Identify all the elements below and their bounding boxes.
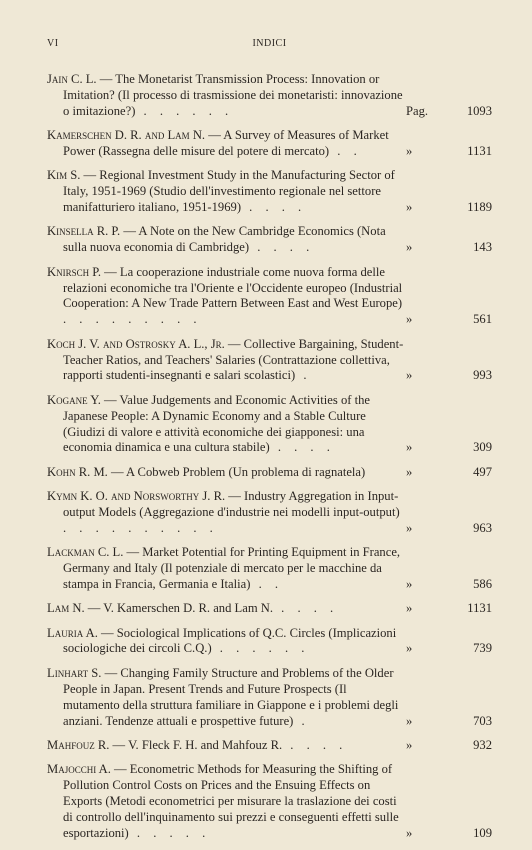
- entry-author: Lauria A.: [47, 625, 98, 640]
- dot-leader: .: [293, 713, 310, 728]
- page-label: »: [406, 368, 413, 383]
- entry-author: Jain C. L.: [47, 72, 97, 86]
- index-entry: [47, 337, 492, 385]
- dot-leader: . . . . . . . . .: [63, 312, 202, 327]
- entry-title: — Collective Bargaining, Student-Teacher Ratios, and Teachers' Salaries (Contrattazione collettiva, rapporti studenti-insegnanti e salari scolastici): [63, 336, 404, 383]
- index-entry: [47, 762, 492, 842]
- page-ref: 1131: [467, 144, 492, 159]
- entry-author: Lackman C. L.: [47, 545, 124, 560]
- page-label: »: [406, 601, 413, 616]
- page-label: »: [406, 200, 413, 215]
- dot-leader: . . . .: [269, 440, 335, 455]
- entry-title: — Value Judgements and Economic Activities of the Japanese People: A Dynamic Economy and a Stable Culture (Giudizi di valore e attività economiche dei giapponesi: una economia dinamica e una cultura stabile): [63, 392, 370, 455]
- entry-title: — Changing Family Structure and Problems of the Older People in Japan. Present Trends and Future Prospects (Il mutamento della struttura familiare in Giappone e i problemi degli anziani. Tendenze attuali e prospettive future): [63, 665, 399, 728]
- page-ref: 1189: [467, 200, 492, 215]
- dot-leader: . . . . . .: [211, 641, 310, 656]
- entry-author: Knirsch P.: [47, 264, 102, 279]
- index-entry: [47, 393, 492, 457]
- dot-leader: .: [295, 368, 312, 383]
- entry-author: Kohn R. M.: [47, 464, 108, 479]
- entry-title: — V. Kamerschen D. R. and Lam N.: [84, 601, 274, 616]
- dot-leader: . .: [250, 576, 284, 591]
- page-label: »: [406, 713, 413, 728]
- page-label: Pag.: [406, 103, 429, 118]
- entry-author: Kinsella R. P.: [47, 224, 121, 239]
- entry-title: — The Monetarist Transmission Process: Innovation or Imitation? (Il processo di trasmissione dei monetaristi: innovazione o imitazione?): [63, 72, 403, 118]
- index-entry: [47, 666, 492, 730]
- dot-leader: . . . .: [282, 737, 348, 752]
- entry-author: Kamerschen D. R. and Lam N.: [47, 128, 206, 143]
- entry-title: — A Survey of Measures of Market Power (Rassegna delle misure del potere di mercato): [63, 128, 389, 159]
- entry-title: — V. Fleck F. H. and Mahfouz R.: [109, 737, 283, 752]
- page-label: »: [406, 464, 413, 479]
- entry-author: Majocchi A.: [47, 762, 111, 777]
- page-ref: 739: [473, 641, 492, 656]
- entry-title: — Econometric Methods for Measuring the Shifting of Pollution Control Costs on Prices and the Ensuing Effects on Exports (Metodi econometrici per misurare la traslazione dei costi di controllo dell'inquinamento sui prezzi e conseguenti effetti sulle esportazioni): [63, 762, 399, 840]
- index-entry: [47, 601, 492, 617]
- entry-author: Kymn K. O. and Norsworthy J. R.: [47, 489, 226, 504]
- index-entry: [47, 72, 492, 120]
- page-number: VI: [47, 38, 59, 49]
- entry-title: — Industry Aggregation in Input-output Models (Aggregazione d'industrie nei modelli input-output): [63, 489, 400, 519]
- entry-author: Mahfouz R.: [47, 737, 110, 752]
- section-title: INDICI: [252, 38, 287, 49]
- index-entry: [47, 738, 492, 754]
- index-entry: [47, 545, 492, 593]
- entry-author: Koch J. V. and Ostrosky A. L., Jr.: [47, 336, 225, 351]
- entry-author: Kim S.: [47, 168, 81, 183]
- page-ref: 1131: [467, 601, 492, 616]
- page-label: »: [406, 737, 413, 752]
- entry-title: — A Note on the New Cambridge Economics (Nota sulla nuova economia di Cambridge): [63, 224, 386, 255]
- page-ref: 586: [473, 576, 492, 591]
- index-entries: [47, 72, 492, 850]
- page-label: »: [406, 576, 413, 591]
- page-ref: 993: [473, 368, 492, 383]
- entry-author: Kogane Y.: [47, 392, 101, 407]
- dot-leader: . . . .: [241, 200, 307, 215]
- page-ref: 963: [473, 520, 492, 535]
- page-label: »: [406, 825, 413, 840]
- page-ref: 703: [473, 713, 492, 728]
- dot-leader: . . . . .: [128, 825, 211, 840]
- page-ref: 143: [473, 240, 492, 255]
- entry-author: Linhart S.: [47, 665, 102, 680]
- dot-leader: . . . .: [273, 601, 339, 616]
- page-ref: 1093: [466, 103, 492, 118]
- page-label: »: [406, 440, 413, 455]
- page-label: »: [406, 144, 413, 159]
- entry-title: — La cooperazione industriale come nuova forma delle relazioni economiche tra l'Oriente e l'Occidente europeo (Industrial Cooperation: A New Trade Pattern Between East and West Europe): [63, 264, 403, 311]
- dot-leader: . . . .: [249, 240, 315, 255]
- page-ref: 109: [473, 825, 492, 840]
- entry-title: — Regional Investment Study in the Manufacturing Sector of Italy, 1951-1969 (Studio dell'investimento regionale nel settore manifatturiero italiano, 1951-1969): [63, 168, 395, 215]
- index-entry: [47, 224, 492, 256]
- index-entry: [47, 626, 492, 658]
- page-label: »: [406, 240, 413, 255]
- page-label: »: [406, 312, 413, 327]
- running-header: [47, 38, 492, 52]
- page-ref: 309: [473, 440, 492, 455]
- index-entry: [47, 265, 492, 329]
- page-ref: 932: [473, 737, 492, 752]
- dot-leader: . . . . . . . . . .: [63, 520, 218, 535]
- index-entry: [47, 168, 492, 216]
- entry-author: Lam N.: [47, 601, 85, 616]
- dot-leader: . . . . . .: [135, 103, 234, 118]
- page-ref: 497: [473, 464, 492, 479]
- entry-title: — Sociological Implications of Q.C. Circles (Implicazioni sociologiche dei circoli C.Q.): [63, 625, 397, 656]
- index-entry: [47, 128, 492, 160]
- index-entry: [47, 465, 492, 481]
- entry-title: — A Cobweb Problem (Un problema di ragnatela): [107, 464, 366, 479]
- entry-title: — Market Potential for Printing Equipment in France, Germany and Italy (Il potenziale di mercato per le macchine da stampa in Francia, Germania e Italia): [63, 545, 401, 591]
- page-ref: 561: [473, 312, 492, 327]
- dot-leader: . .: [329, 144, 362, 159]
- page-label: »: [406, 641, 413, 656]
- page-label: »: [406, 520, 413, 535]
- index-entry: [47, 489, 492, 537]
